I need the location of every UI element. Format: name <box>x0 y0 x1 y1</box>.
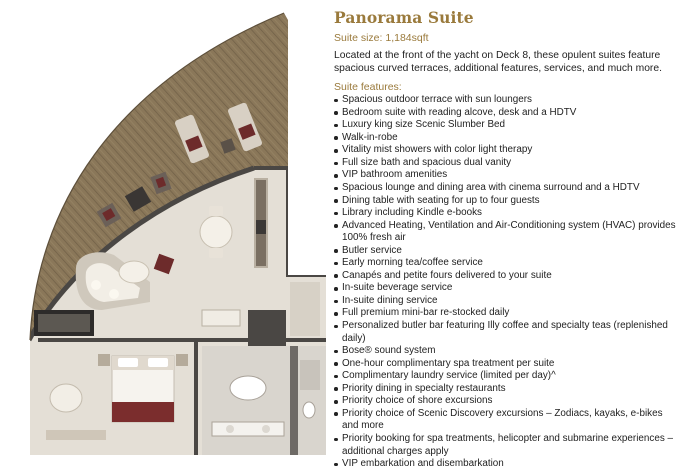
feature-item: Priority dining in specialty restaurants <box>334 383 679 396</box>
suite-size: Suite size: 1,184sqft <box>334 32 429 44</box>
feature-item: In-suite beverage service <box>334 282 679 295</box>
bed <box>112 356 174 422</box>
feature-item: Advanced Heating, Ventilation and Air-Conditioning system (HVAC) provides 100% fresh air <box>334 220 679 245</box>
feature-item: Priority choice of Scenic Discovery excursions – Zodiacs, kayaks, e-bikes and more <box>334 408 679 433</box>
feature-item: VIP bathroom amenities <box>334 169 679 182</box>
features-list <box>334 94 679 470</box>
feature-item: Priority booking for spa treatments, helicopter and submarine experiences – additional charges apply <box>334 433 679 458</box>
suite-title: Panorama Suite <box>334 8 474 27</box>
feature-item: Luxury king size Scenic Slumber Bed <box>334 119 679 132</box>
feature-item: Dining table with seating for up to four guests <box>334 195 679 208</box>
feature-item: Early morning tea/coffee service <box>334 257 679 270</box>
feature-item: Bedroom suite with reading alcove, desk and a HDTV <box>334 107 679 120</box>
feature-item: Spacious outdoor terrace with sun loungers <box>334 94 679 107</box>
feature-item: Walk-in-robe <box>334 132 679 145</box>
coffee-table <box>119 261 149 283</box>
feature-item: Library including Kindle e-books <box>334 207 679 220</box>
suite-description: Located at the front of the yacht on Deck 8, these opulent suites feature spacious curved terraces, additional features, services, and much more. <box>334 50 662 74</box>
feature-item: Full premium mini-bar re-stocked daily <box>334 307 679 320</box>
feature-item: Priority choice of shore excursions <box>334 395 679 408</box>
feature-item: Spacious lounge and dining area with cinema surround and a HDTV <box>334 182 679 195</box>
feature-item: Canapés and petite fours delivered to your suite <box>334 270 679 283</box>
feature-item: Butler service <box>334 245 679 258</box>
feature-item: In-suite dining service <box>334 295 679 308</box>
bathtub <box>230 376 266 400</box>
feature-item: Vitality mist showers with color light therapy <box>334 144 679 157</box>
suite-info-panel <box>334 8 679 471</box>
suite-floorplan-image <box>26 10 326 455</box>
feature-item: VIP embarkation and disembarkation <box>334 458 679 471</box>
feature-item: Complimentary laundry service (limited per day)^ <box>334 370 679 383</box>
feature-item: Full size bath and spacious dual vanity <box>334 157 679 170</box>
feature-item: Bose® sound system <box>334 345 679 358</box>
feature-item: One-hour complimentary spa treatment per suite <box>334 358 679 371</box>
features-heading: Suite features: <box>334 81 402 94</box>
feature-item: Personalized butler bar featuring Illy coffee and specialty teas (replenished daily) <box>334 320 679 345</box>
floorplan-drawing <box>26 10 326 455</box>
